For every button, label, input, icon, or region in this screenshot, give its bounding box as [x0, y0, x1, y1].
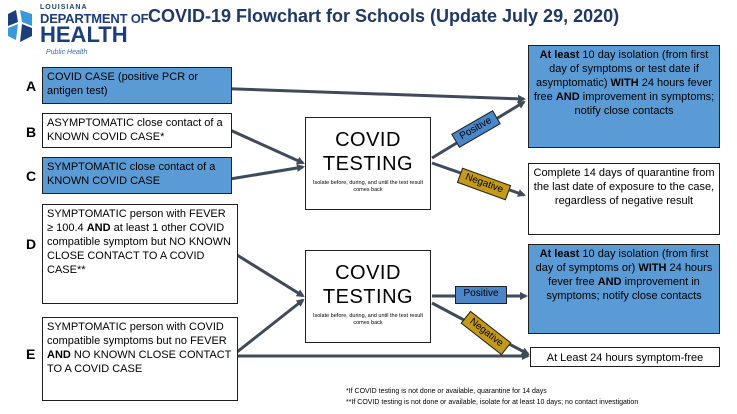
case-d-text-2: at least 1 other COVID compatible symptom but NO KNOWN CLOSE CONTACT TO A COVID CASE**: [47, 222, 231, 276]
testing-2-line2: TESTING: [322, 286, 414, 308]
testing-1-note: Isolate before, during, and until the test result comes back: [312, 180, 424, 193]
iso2-text-2: 24 hours fever free: [548, 262, 713, 288]
iso2-text-3: improvement in symptoms; notify close contacts: [546, 276, 702, 302]
label-e: E: [26, 346, 36, 362]
outcome-isolation-1: [528, 45, 720, 148]
outcome-isolation-2: [528, 244, 720, 334]
iso2-and: AND: [597, 276, 622, 288]
arrow-d-testing: [237, 255, 303, 296]
case-b-box: [42, 113, 232, 148]
label-b: B: [26, 124, 37, 140]
case-d-box: [42, 204, 238, 304]
arrow-e-testing: [237, 300, 303, 352]
positive-tag-2: Positive: [455, 286, 507, 304]
quarantine-text: Complete 14 days of quarantine from the last date of exposure to the case, regardless of negative result: [533, 167, 715, 207]
iso2-with: WITH: [638, 262, 667, 274]
case-c-text: SYMPTOMATIC close contact of a KNOWN COVID CASE: [47, 161, 216, 187]
testing-2-note: Isolate before, during, and until the test result comes back: [312, 313, 424, 326]
iso1-text-1: 10 day isolation (from first day of symptoms or test date if asymptomatic): [535, 49, 709, 89]
case-a-text: COVID CASE (positive PCR or antigen test): [47, 71, 198, 97]
iso2-at-least: At least: [539, 248, 580, 260]
testing-1-line1: COVID: [335, 129, 401, 151]
iso1-at-least: At least: [539, 49, 580, 61]
case-a-box: [42, 67, 232, 104]
case-d-text-1: SYMPTOMATIC person with FEVER ≥ 100.4: [47, 208, 226, 234]
page-title: COVID-19 Flowchart for Schools (Update July 29, 2020): [148, 6, 620, 26]
outcome-symptom-free: [530, 347, 720, 367]
iso1-and: AND: [555, 91, 580, 103]
positive-tag-1: Positive: [451, 110, 501, 148]
case-e-text-bold: AND: [47, 349, 71, 361]
symptomfree-text: At Least 24 hours symptom-free: [546, 352, 704, 364]
testing-1-line2: TESTING: [322, 153, 414, 175]
iso1-with: WITH: [610, 77, 639, 89]
case-e-text-1: SYMPTOMATIC person with COVID compatible symptoms but no FEVER: [47, 321, 227, 347]
arrow-b-testing: [230, 130, 303, 163]
label-d: D: [26, 236, 37, 252]
logo-line1: DEPARTMENT OF: [40, 11, 149, 26]
case-c-box: [42, 157, 232, 194]
case-e-box: [42, 317, 238, 401]
outcome-quarantine: [528, 163, 720, 235]
case-e-text-2: NO KNOWN CLOSE CONTACT TO A COVID CASE: [47, 349, 232, 375]
logo-line3: Public Health: [46, 49, 88, 56]
label-c: C: [26, 168, 37, 184]
arrow-c-testing: [230, 167, 303, 179]
testing-2-line1: COVID: [335, 262, 401, 284]
negative-tag-2: Negative: [461, 311, 512, 356]
covid-testing-box-1: [305, 117, 431, 210]
iso1-text-2: 24 hours fever free: [533, 77, 713, 103]
logo-line2: HEALTH: [40, 22, 128, 47]
iso1-text-3: improvement in symptoms; notify close contacts: [574, 91, 715, 117]
footnote-1: *If COVID testing is not done or available, quarantine for 14 days: [346, 388, 547, 395]
iso2-text-1: 10 day isolation (from first day of symptoms or): [535, 248, 709, 274]
case-b-text: ASYMPTOMATIC close contact of a KNOWN COVID CASE*: [47, 117, 223, 143]
logo-state: LOUISIANA: [40, 4, 88, 11]
negative-tag-1: Negative: [457, 168, 511, 201]
label-a: A: [26, 78, 37, 94]
covid-testing-box-2: [305, 250, 431, 343]
case-d-text-bold: AND: [86, 222, 111, 234]
footnote-2: **If COVID testing is not done or available, isolate for at least 10 days; no contact investigation: [346, 399, 639, 406]
